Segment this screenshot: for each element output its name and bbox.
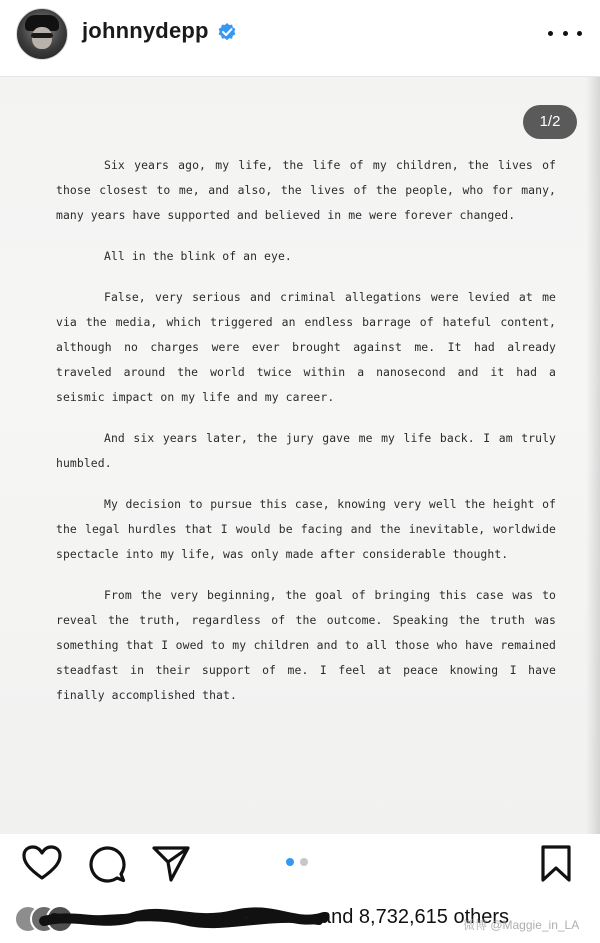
page-edge-shadow [586, 77, 600, 834]
letter-paragraph: And six years later, the jury gave me my life back. I am truly humbled. [56, 431, 556, 470]
slide-counter: 1/2 [523, 105, 577, 139]
carousel-dot-active [286, 858, 294, 866]
letter-paragraph: From the very beginning, the goal of bringing this case was to reveal the truth, regardless of the outcome. Speaking the truth was something that I owed to my children and to all those who have remained steadfast in their support of me. I feel at peace knowing I have finally accomplished that. [56, 588, 556, 702]
post-header [0, 0, 600, 77]
redaction-scribble [34, 905, 334, 931]
username[interactable]: johnnydepp [82, 18, 209, 43]
letter-paragraph: Six years ago, my life, the life of my children, the lives of those closest to me, and also, the lives of the people, who for many, many years have supported and believed in me were forever changed. [56, 158, 556, 222]
avatar-face [32, 27, 52, 49]
avatar[interactable] [16, 8, 68, 60]
post-image[interactable] [0, 77, 600, 834]
carousel-indicator [286, 858, 316, 868]
send-icon[interactable] [152, 845, 190, 883]
more-options-icon[interactable] [548, 23, 582, 43]
letter-text [56, 153, 556, 724]
likes-count[interactable]: and 8,732,615 others [320, 906, 510, 928]
heart-icon[interactable] [22, 845, 62, 881]
carousel-dot [300, 858, 308, 866]
avatar-glasses [31, 33, 53, 38]
verified-badge-icon [217, 22, 237, 42]
letter-paragraph: All in the blink of an eye. [104, 249, 292, 263]
comment-icon[interactable] [88, 845, 126, 883]
letter-paragraph: My decision to pursue this case, knowing very well the height of the legal hurdles that I would be facing and the inevitable, worldwide spectacle into my life, was only made after considerable thought. [56, 497, 556, 561]
watermark: 微博 @Maggie_in_LA [463, 918, 580, 932]
bookmark-icon[interactable] [540, 845, 572, 883]
letter-paragraph: False, very serious and criminal allegations were levied at me via the media, which triggered an endless barrage of hateful content, although no charges were ever brought against me. It had already traveled around the world twice within a nanosecond and it had a seismic impact on my life and my career. [56, 290, 556, 404]
